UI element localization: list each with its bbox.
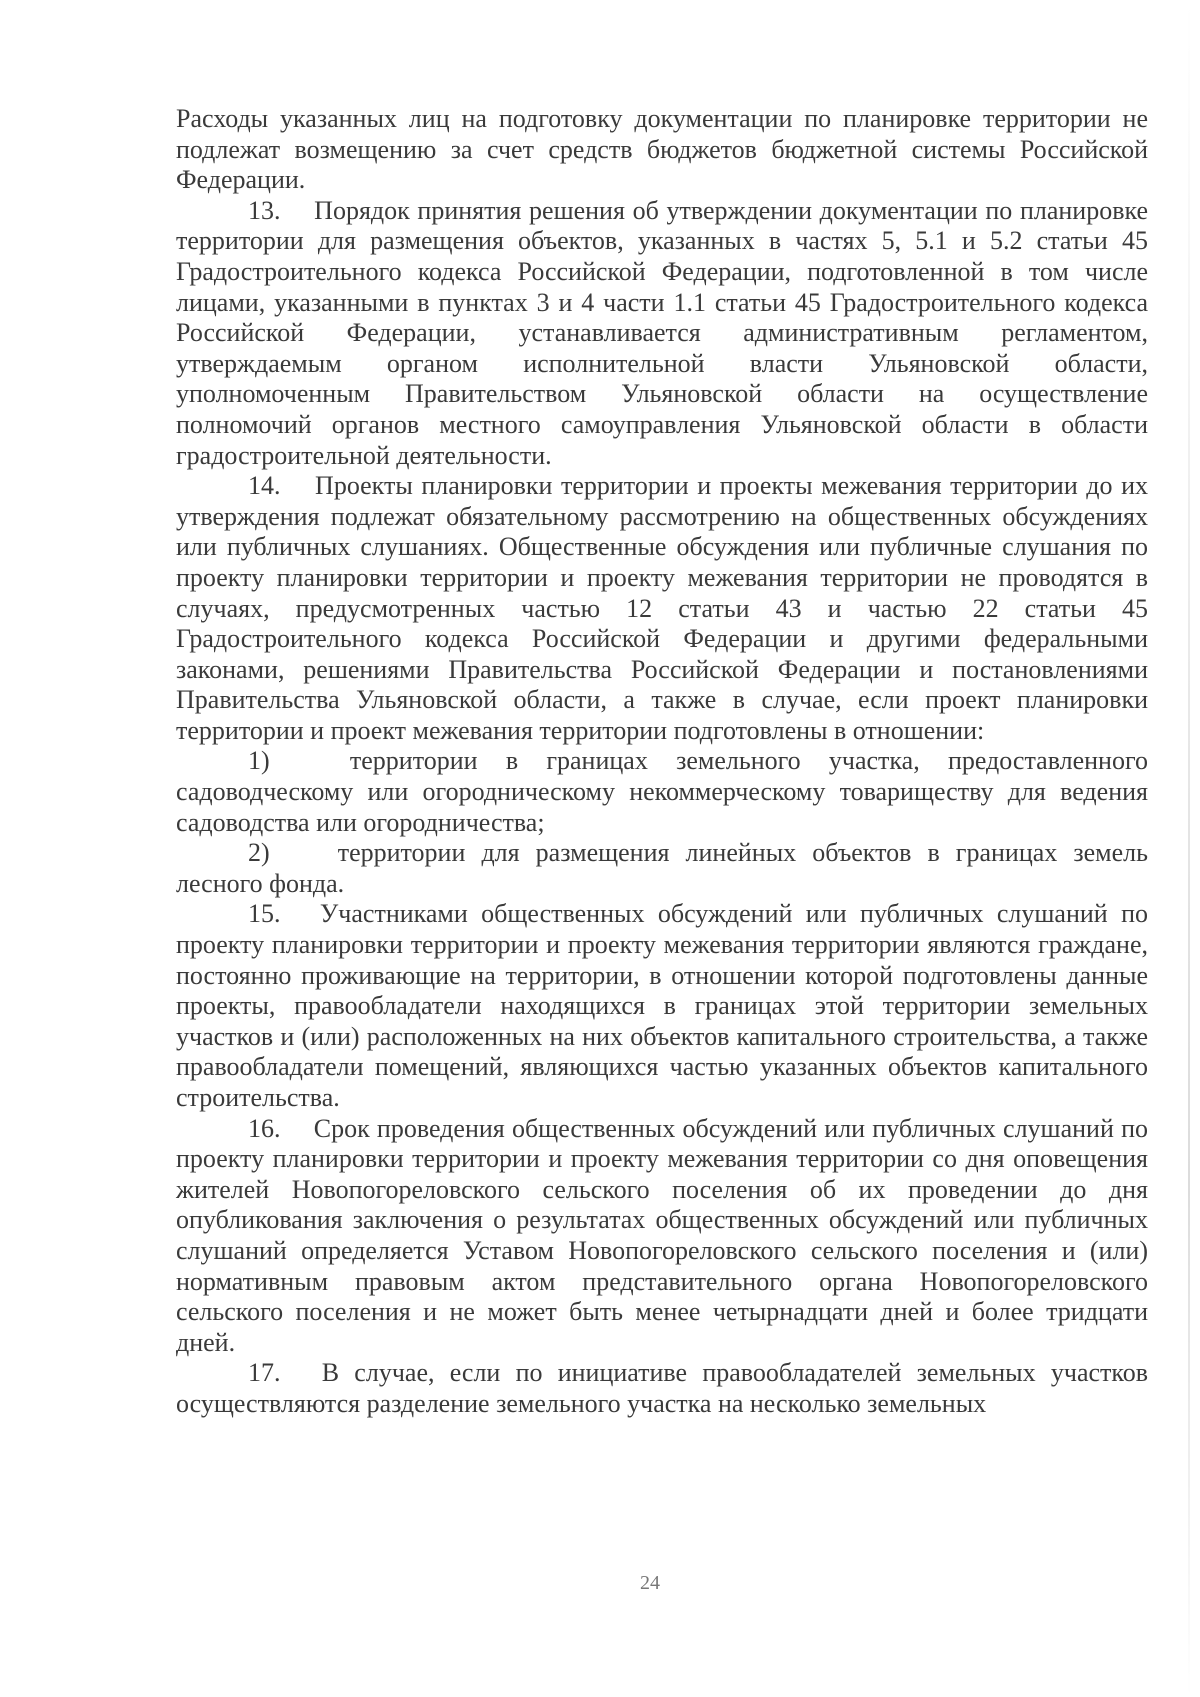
document-body xyxy=(176,104,1148,1420)
paragraph-17: 17. В случае, если по инициативе правообладателей земельных участков осуществляются разделение земельного участка на несколько земельных xyxy=(176,1358,1148,1418)
paragraph-15: 15. Участниками общественных обсуждений или публичных слушаний по проекту планировки территории и проекту межевания территории являются граждане, постоянно проживающие на территории, в отношении которой подготовлены данные проекты, правообладатели находящихся в границах этой территории земельных участков и (или) расположенных на них объектов капитального строительства, а также правообладатели помещений, являющихся частью указанных объектов капитального строительства. xyxy=(176,899,1148,1112)
paragraph-14: 14. Проекты планировки территории и проекты межевания территории до их утверждения подлежат обязательному рассмотрению на общественных обсуждениях или публичных слушаниях. Общественные обсуждения или публичные слушания по проекту планировки территории и проекту межевания территории не проводятся в случаях, предусмотренных частью 12 статьи 43 и частью 22 статьи 45 Градостроительного кодекса Российской Федерации и другими федеральными законами, решениями Правительства Российской Федерации и постановлениями Правительства Ульяновской области, а также в случае, если проект планировки территории и проект межевания территории подготовлены в отношении: xyxy=(176,471,1148,745)
paragraph-12-continuation: Расходы указанных лиц на подготовку документации по планировке территории не подлежат возмещению за счет средств бюджетов бюджетной системы Российской Федерации. xyxy=(176,104,1148,195)
list-item-14-2: 2) территории для размещения линейных объектов в границах земель лесного фонда. xyxy=(176,838,1148,898)
list-item-14-1: 1) территории в границах земельного участка, предоставленного садоводческому или огородническому некоммерческому товариществу для ведения садоводства или огородничества; xyxy=(176,746,1148,837)
scan-edge-shadow xyxy=(1188,0,1190,1697)
paragraph-16: 16. Срок проведения общественных обсуждений или публичных слушаний по проекту планировки территории и проекту межевания территории со дня оповещения жителей Новопогореловского сельского поселения об их проведении до дня опубликования заключения о результатах общественных обсуждений или публичных слушаний определяется Уставом Новопогореловского сельского поселения и (или) нормативным правовым актом представительного органа Новопогореловского сельского поселения и не может быть менее четырнадцати дней и более тридцати дней. xyxy=(176,1113,1148,1357)
page-number: 24 xyxy=(640,1572,660,1594)
paragraph-13: 13. Порядок принятия решения об утверждении документации по планировке территории для размещения объектов, указанных в частях 5, 5.1 и 5.2 статьи 45 Градостроительного кодекса Российской Федерации, подготовленной в том числе лицами, указанными в пунктах 3 и 4 части 1.1 статьи 45 Градостроительного кодекса Российской Федерации, устанавливается административным регламентом, утверждаемым органом исполнительной власти Ульяновской области, уполномоченным Правительством Ульяновской области на осуществление полномочий органов местного самоуправления Ульяновской области в области градостроительной деятельности. xyxy=(176,195,1148,470)
